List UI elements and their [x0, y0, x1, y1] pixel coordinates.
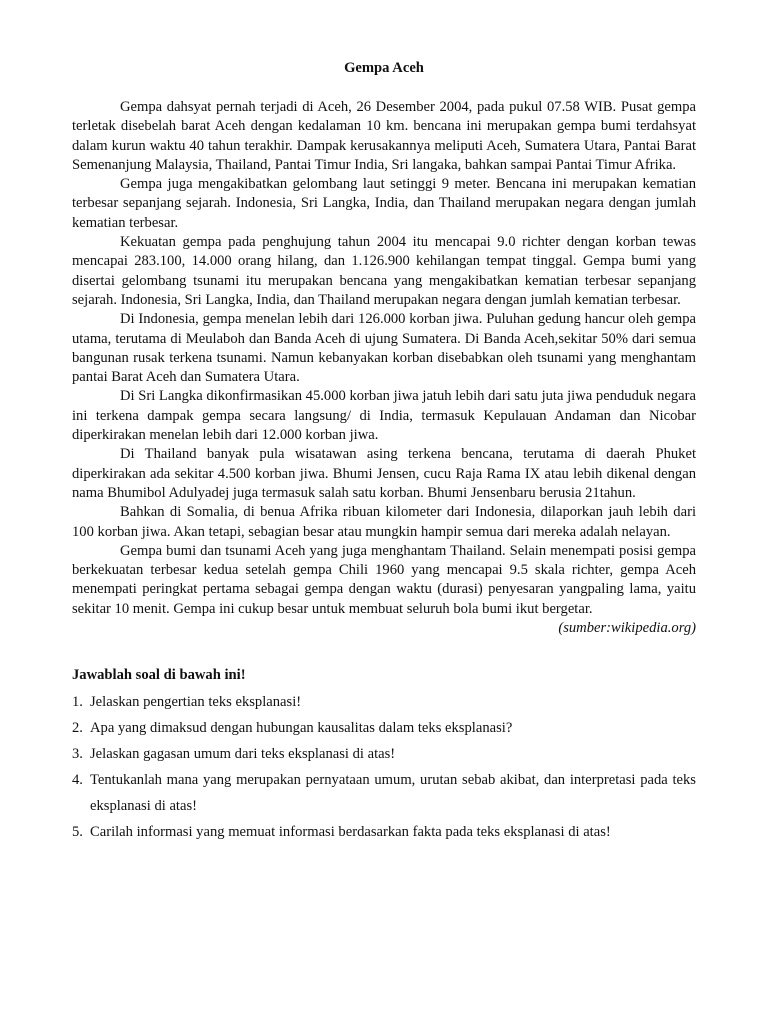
question-text: Jelaskan pengertian teks eksplanasi! [90, 694, 302, 711]
paragraph: Di Indonesia, gempa menelan lebih dari 126.000 korban jiwa. Puluhan gedung hancur oleh gempa utama, terutama di Meulaboh dan Banda Aceh di ujung Sumatera. Di Banda Aceh,sekitar 50% dari semua bangunan rusak terkena tsunami. Namun kebanyakan korban disebabkan oleh tsunami yang menghantam pantai Barat Aceh dan Sumatera Utara. [72, 311, 696, 386]
question-item [72, 689, 696, 715]
article-body [72, 98, 696, 619]
source-citation: (sumber:wikipedia.org) [558, 620, 696, 637]
paragraph: Gempa dahsyat pernah terjadi di Aceh, 26 Desember 2004, pada pukul 07.58 WIB. Pusat gempa terletak disebelah barat Aceh dengan kedalaman 10 km. bencana ini merupakan gempa bumi terdahsyat dalam kurun waktu 40 tahun terakhir. Dampak kerusakannya meliputi Aceh, Sumatera Utara, Pantai Barat Semenanjung Malaysia, Thailand, Pantai Timur India, Sri langaka, bahkan sampai Pantai Timur Afrika. [72, 99, 696, 173]
question-text: Apa yang dimaksud dengan hubungan kausalitas dalam teks eksplanasi? [90, 720, 513, 737]
quiz-heading: Jawablah soal di bawah ini! [72, 667, 246, 684]
question-number: 5. [72, 824, 83, 841]
paragraph: Gempa bumi dan tsunami Aceh yang juga menghantam Thailand. Selain menempati posisi gempa berkekuatan terbesar kedua setelah gempa Chili 1960 yang mencapai 9.5 skala richter, gempa Aceh menempati peringkat pertama sebagai gempa dengan waktu (durasi) penyesaran yangpaling lama, yaitu sekitar 10 menit. Gempa ini cukup besar untuk membuat seluruh bola bumi ikut bergetar. [72, 542, 696, 617]
paragraph: Kekuatan gempa pada penghujung tahun 2004 itu mencapai 9.0 richter dengan korban tewas mencapai 283.100, 14.000 orang hilang, dan 1.126.900 kehilangan tempat tinggal. Gempa bumi yang disertai gelombang tsunami itu merupakan bencana yang mengakibatkan kematian terbesar sepanjang sejarah. Indonesia, Sri Langka, India, dan Thailand merupakan negara dengan jumlah kematian terbesar. [72, 234, 696, 308]
paragraph: Bahkan di Somalia, di benua Afrika ribuan kilometer dari Indonesia, dilaporkan jauh lebih dari 100 korban jiwa. Akan tetapi, sebagian besar atau mungkin hampir semua dari mereka adalah nelayan. [72, 504, 696, 540]
question-text: Tentukanlah mana yang merupakan pernyataan umum, urutan sebab akibat, dan interpretasi pada teks eksplanasi di atas! [90, 772, 696, 815]
question-number: 2. [72, 720, 83, 737]
paragraph: Di Thailand banyak pula wisatawan asing terkena bencana, terutama di daerah Phuket diperkirakan ada sekitar 4.500 korban jiwa. Bhumi Jensen, cucu Raja Rama IX atau lebih dikenal dengan nama Bhumibol Adulyadej juga termasuk salah satu korban. Bhumi Jensenbaru berusia 21tahun. [72, 446, 696, 501]
question-item [72, 715, 696, 741]
question-list [72, 689, 696, 845]
question-number: 1. [72, 694, 83, 711]
question-text: Carilah informasi yang memuat informasi berdasarkan fakta pada teks eksplanasi di atas! [90, 824, 611, 841]
paragraph: Di Sri Langka dikonfirmasikan 45.000 korban jiwa jatuh lebih dari satu juta jiwa penduduk negara ini terkena dampak gempa secara langsung/ di India, termasuk Kepulauan Andaman dan Nicobar diperkirakan menelan lebih dari 12.000 korban jiwa. [72, 388, 696, 444]
paragraph: Gempa juga mengakibatkan gelombang laut setinggi 9 meter. Bencana ini merupakan kematian terbesar sepanjang sejarah. Indonesia, Sri Langka, India, dan Thailand merupakan negara dengan jumlah kematian terbesar. [72, 176, 696, 231]
question-number: 3. [72, 746, 83, 763]
question-text: Jelaskan gagasan umum dari teks eksplanasi di atas! [90, 746, 396, 763]
document-page [72, 58, 696, 845]
question-item [72, 819, 696, 845]
question-item [72, 741, 696, 767]
document-title: Gempa Aceh [344, 60, 424, 76]
question-number: 4. [72, 772, 83, 789]
question-item [72, 767, 696, 819]
